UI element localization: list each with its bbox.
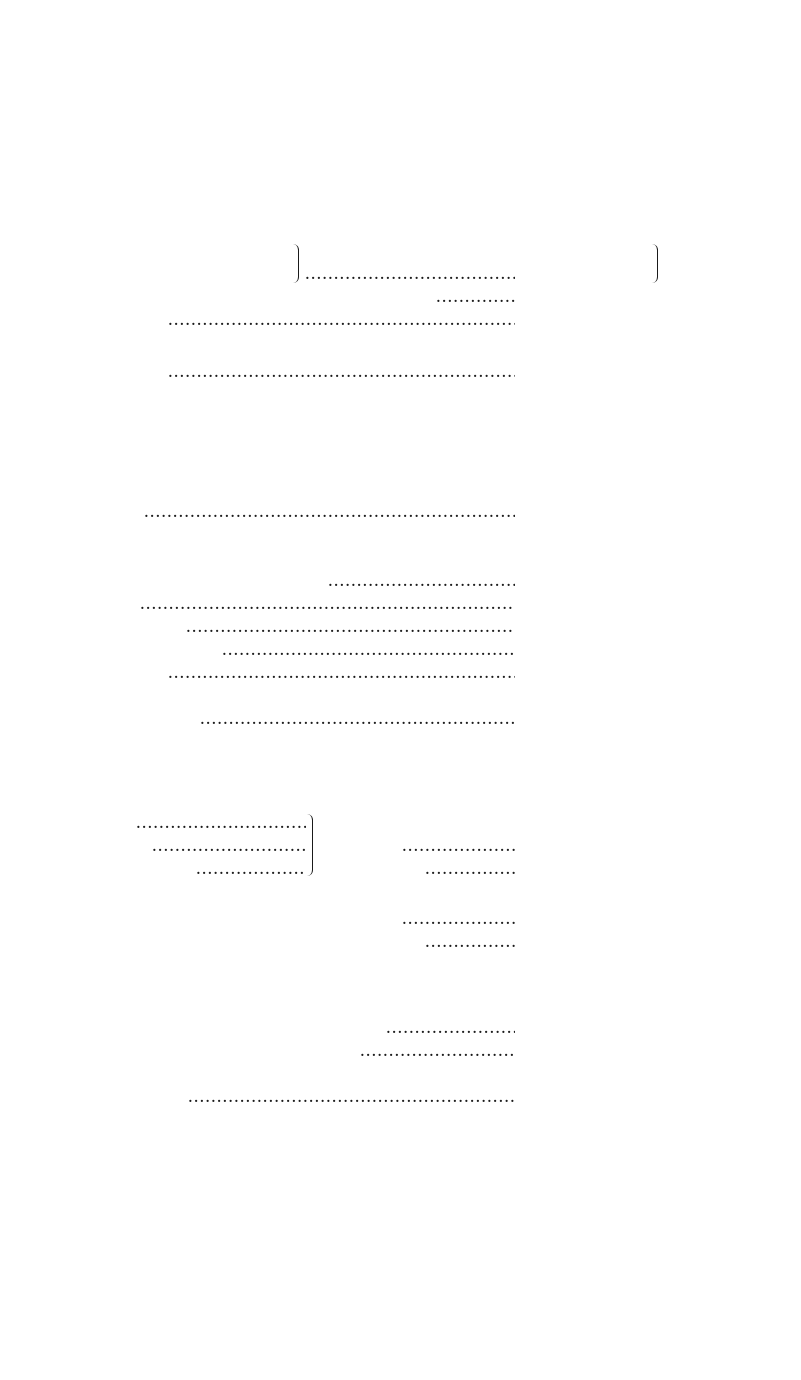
chest-conditions-brace <box>306 814 313 876</box>
leader-dots <box>436 287 515 306</box>
leader-dots <box>188 1087 515 1106</box>
leader-dots <box>222 640 515 659</box>
leader-dots <box>136 813 306 832</box>
maternity-brace <box>651 244 658 283</box>
leader-dots <box>168 663 515 682</box>
leader-dots <box>144 502 515 521</box>
leader-dots <box>360 1041 515 1060</box>
boys-girls-brace <box>292 244 299 283</box>
leader-dots <box>152 836 306 855</box>
leader-dots <box>328 571 515 590</box>
leader-dots <box>386 1018 515 1037</box>
leader-dots <box>186 617 515 636</box>
leader-dots <box>402 909 515 928</box>
leader-dots <box>402 836 515 855</box>
leader-dots <box>425 859 515 878</box>
leader-dots <box>168 362 515 381</box>
leader-dots <box>200 709 515 728</box>
leader-dots <box>140 594 515 613</box>
leader-dots <box>168 310 515 329</box>
leader-dots <box>196 859 306 878</box>
leader-dots <box>305 264 515 283</box>
leader-dots <box>425 932 515 951</box>
